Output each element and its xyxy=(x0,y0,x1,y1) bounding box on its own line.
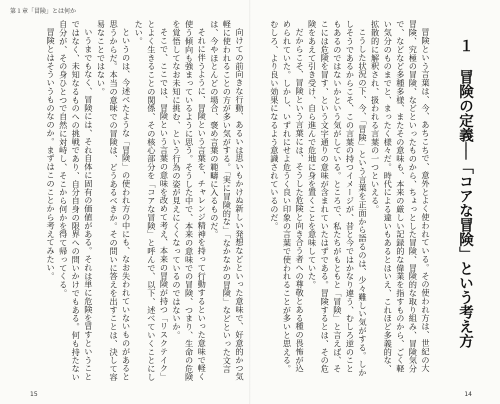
page-number-left: 15 xyxy=(30,391,38,398)
paragraph: 向けての前向きな行動、あるいは思いもかけぬ新しい発想などといった意味で、好意的かつ気軽に使われることの方が多い気がする。「実に冒険的な」「なかなかの冒険」などといった文言は、今やほとんどの場合、褒め言葉の範疇に入るものだ。 xyxy=(209,20,245,381)
page-number-right: 14 xyxy=(464,391,472,398)
paragraph: というのは、今述べたような「冒険」の使われ方の中にも、なお失われていないものがあると思うからだ。本当の意味での冒険は、どうあるべきか。その問いに答えを出すことは、決して容易なことではない。 xyxy=(96,20,132,382)
paragraph: 冒険とはそういうものなのか。まずはこのことから考えてみたい。 xyxy=(46,28,57,281)
running-head: 第１章「冒険」とは何か xyxy=(10,8,77,15)
right-page-body xyxy=(258,20,432,380)
left-page-body xyxy=(12,20,246,382)
paragraph: こうした状況の下、今、「冒険」という言葉を正面から語るのは、少々難しい気がする。しかしそうであるからこそ、この言葉の持つイメージが、昔と今ではかなり違う、むしろ逆のこともあるのではないかという気がしている。ところで、私たちがもともと「冒険」と言えば、そこには危険を冒す、という文字通りの意味が含まれていたはずである。冒険するとは、その危険をあえて引き受け、自ら進んで危地に身を置くことを意味していた。 xyxy=(307,20,369,377)
section-title: 冒険の定義──「コアな冒険」という考え方 xyxy=(457,69,473,349)
paragraph: いうまでもなく、冒険には、それ自体に固有の価値がある。それは単に危険を冒すということではなく、未知なるものへの挑戦であり、自分自身の限界への問いかけでもある。何も持たない自分が、その身ひとつで自然に対峙し、そこから何かを得て帰ってくる。 xyxy=(58,20,94,382)
paragraph: そこで、ここでは、冒険という言葉の意味を改めて考え、本来の冒険が持つ「リスクテイク」とよく生きることの関係、その核心部分を「コアな冒険」と呼んで、以下、述べていくことにしたい。 xyxy=(134,20,170,382)
paragraph: 冒険という言葉は、今、あちこちで、意外とよく使われている。その使われ方は、世紀の大冒険、究極の冒険、などといったものから、ちょっとした冒険、冒険的な取り組み、冒険気分で、などなど多種多様、またその意味も、本来の厳しい記録的な偉業を指すものから、ごく軽い気分のものまでと、まったく様々だ。時代による違いもあるとはいえ、これほど多義的な、拡散的に解釈され、扱われる言葉の一つといえる。 xyxy=(370,20,431,373)
paragraph: それに伴うように、冒険という言葉を、チャレンジ精神を持って行動するといった意味で軽く使う傾向も強まっているように思う。そうした中で、本来の意味での冒険、つまり、生命の危険を覚悟してなお未知に挑む、という行為の姿が見えにくくなっているのではないか。 xyxy=(172,20,208,382)
section-number: １ xyxy=(457,38,473,53)
section-heading xyxy=(440,38,474,358)
paragraph: だからこそ、冒険という言葉には、そうした危険と向き合う者への尊敬とある種の畏怖が込められていた。しかし、いずれにせよ危うく良い印象の言葉で使われることが多いと思える。むしろ、より良い効果になるよう意識されているのだ。 xyxy=(269,20,306,373)
